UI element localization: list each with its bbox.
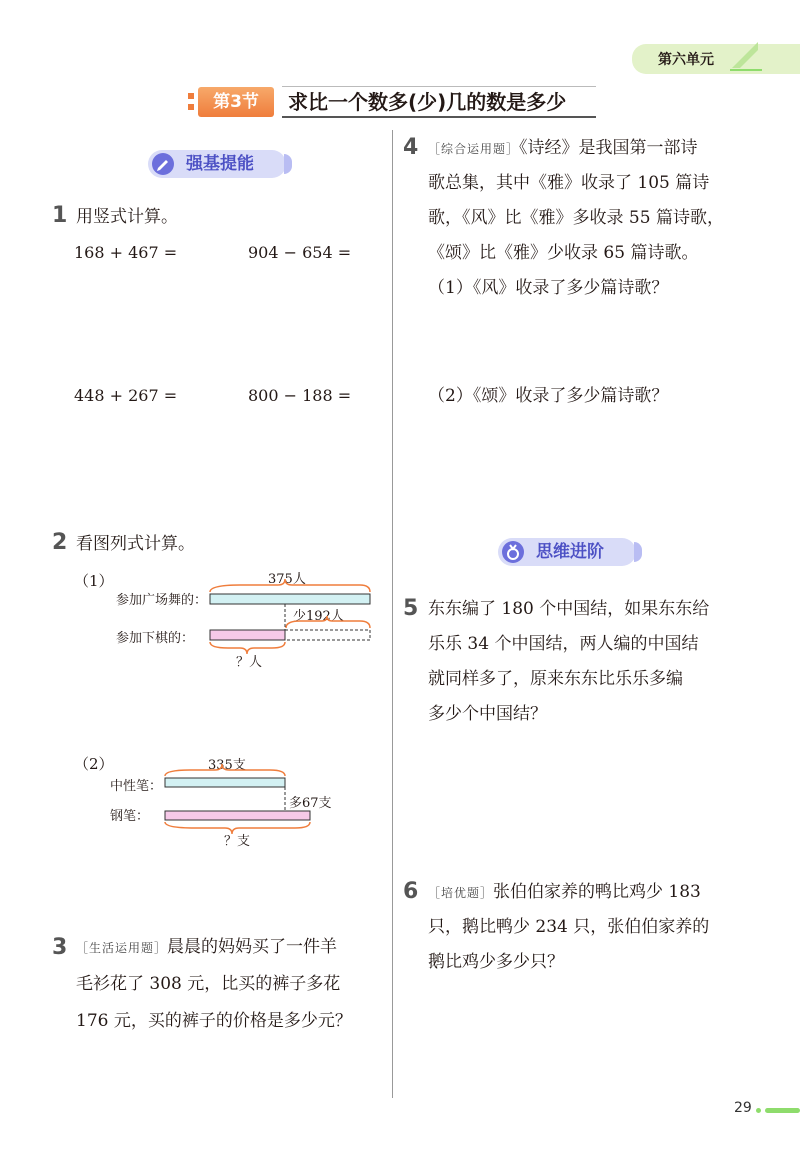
d1-brace-top bbox=[210, 579, 370, 592]
d2-bar-pen bbox=[165, 811, 310, 820]
d2-bar-gel-pen bbox=[165, 778, 285, 787]
d1-bar-chess bbox=[210, 630, 285, 640]
pill-strengthen-label: 强基提能 bbox=[186, 154, 254, 174]
section-title: 求比一个数多(少)几的数是多少 bbox=[282, 86, 596, 118]
d2-brace-bottom bbox=[165, 822, 310, 834]
pill-advance-label: 思维进阶 bbox=[536, 542, 604, 562]
d2-diff: 多67支 bbox=[289, 796, 332, 811]
d1-brace-bottom bbox=[210, 642, 285, 654]
d1-row2-label: 参加下棋的： bbox=[116, 631, 195, 646]
q3-number: 3 bbox=[52, 935, 68, 960]
q1-number: 1 bbox=[52, 203, 68, 228]
q4-number: 4 bbox=[403, 135, 419, 160]
pill-edge bbox=[284, 154, 292, 174]
d1-brace-diff bbox=[286, 616, 370, 628]
q1-expr-4: 800 − 188 = bbox=[248, 386, 352, 405]
q5-line1: 东东编了 180 个中国结，如果东东给 bbox=[428, 599, 710, 619]
q2-number: 2 bbox=[52, 530, 68, 555]
q6-number: 6 bbox=[403, 879, 419, 904]
d1-bar-dance bbox=[210, 594, 370, 604]
q3-line1 bbox=[76, 930, 337, 965]
triangle-ruler-icon bbox=[728, 38, 768, 72]
q6-line3: 鹅比鸡少多少只？ bbox=[428, 952, 564, 972]
d1-diff: 少192人 bbox=[293, 609, 344, 624]
q3-line3: 176 元，买的裤子的价格是多少元？ bbox=[76, 1011, 352, 1031]
page-dot bbox=[756, 1108, 761, 1113]
q1-expr-2: 904 − 654 = bbox=[248, 243, 352, 262]
q4-line1-text: 《诗经》是我国第一部诗 bbox=[519, 138, 698, 158]
q6-tag: ［培优题］ bbox=[428, 886, 494, 900]
q5-line4: 多少个中国结？ bbox=[428, 704, 547, 724]
q4-line4: 《颂》比《雅》少收录 65 篇诗歌。 bbox=[428, 243, 699, 263]
pill-strengthen bbox=[148, 150, 286, 178]
d2-brace-top bbox=[165, 764, 285, 776]
q3-line2: 毛衫花了 308 元，比买的裤子多花 bbox=[76, 974, 341, 994]
d1-bar-chess-dashed bbox=[285, 630, 370, 640]
q1-expr-1: 168 + 467 = bbox=[74, 243, 178, 262]
d2-question: ？支 bbox=[224, 834, 251, 849]
q4-line3: 歌，《风》比《雅》多收录 55 篇诗歌， bbox=[428, 208, 724, 228]
q5-line2: 乐乐 34 个中国结，两人编的中国结 bbox=[428, 634, 699, 654]
q3-tag: ［生活运用题］ bbox=[76, 941, 168, 955]
d2-row1-label: 中性笔： bbox=[110, 779, 163, 794]
d2-row2-label: 钢笔： bbox=[110, 809, 150, 824]
q5-line3: 就同样多了，原来东东比乐乐多编 bbox=[428, 669, 683, 689]
q4-line1 bbox=[428, 131, 698, 166]
q4-sub1: （1）《风》收录了多少篇诗歌？ bbox=[428, 278, 669, 298]
d1-total: 375人 bbox=[268, 572, 306, 587]
diagram-1 bbox=[200, 578, 380, 658]
d1-row1-label: 参加广场舞的： bbox=[116, 593, 208, 608]
d2-total: 335支 bbox=[208, 758, 246, 773]
q1-prompt: 用竖式计算。 bbox=[76, 207, 178, 227]
medal-icon bbox=[502, 541, 524, 563]
q3-line1-text: 晨晨的妈妈买了一件羊 bbox=[167, 937, 338, 957]
pill-edge bbox=[634, 542, 642, 562]
q2-prompt: 看图列式计算。 bbox=[76, 534, 195, 554]
page-number: 29 bbox=[734, 1100, 752, 1116]
page-bar bbox=[765, 1108, 800, 1113]
q1-expr-3: 448 + 267 = bbox=[74, 386, 178, 405]
unit-label: 第六单元 bbox=[658, 52, 714, 68]
pill-advance bbox=[498, 538, 636, 566]
d2-index: （2） bbox=[74, 755, 114, 773]
diagram-2 bbox=[155, 762, 320, 837]
section-badge: 第3节 bbox=[198, 87, 274, 117]
d1-question: ？人 bbox=[236, 655, 263, 670]
pencil-icon bbox=[152, 153, 174, 175]
q4-line2: 歌总集，其中《雅》收录了 105 篇诗 bbox=[428, 173, 710, 193]
q4-sub2: （2）《颂》收录了多少篇诗歌？ bbox=[428, 386, 669, 406]
d1-index: （1） bbox=[74, 572, 114, 590]
q5-number: 5 bbox=[403, 596, 419, 621]
q6-line1 bbox=[428, 875, 701, 910]
column-divider bbox=[392, 130, 393, 1098]
q6-line2: 只，鹅比鸭少 234 只，张伯伯家养的 bbox=[428, 917, 710, 937]
q6-line1-text: 张伯伯家养的鸭比鸡少 183 bbox=[493, 882, 701, 902]
q4-tag: ［综合运用题］ bbox=[428, 142, 520, 156]
